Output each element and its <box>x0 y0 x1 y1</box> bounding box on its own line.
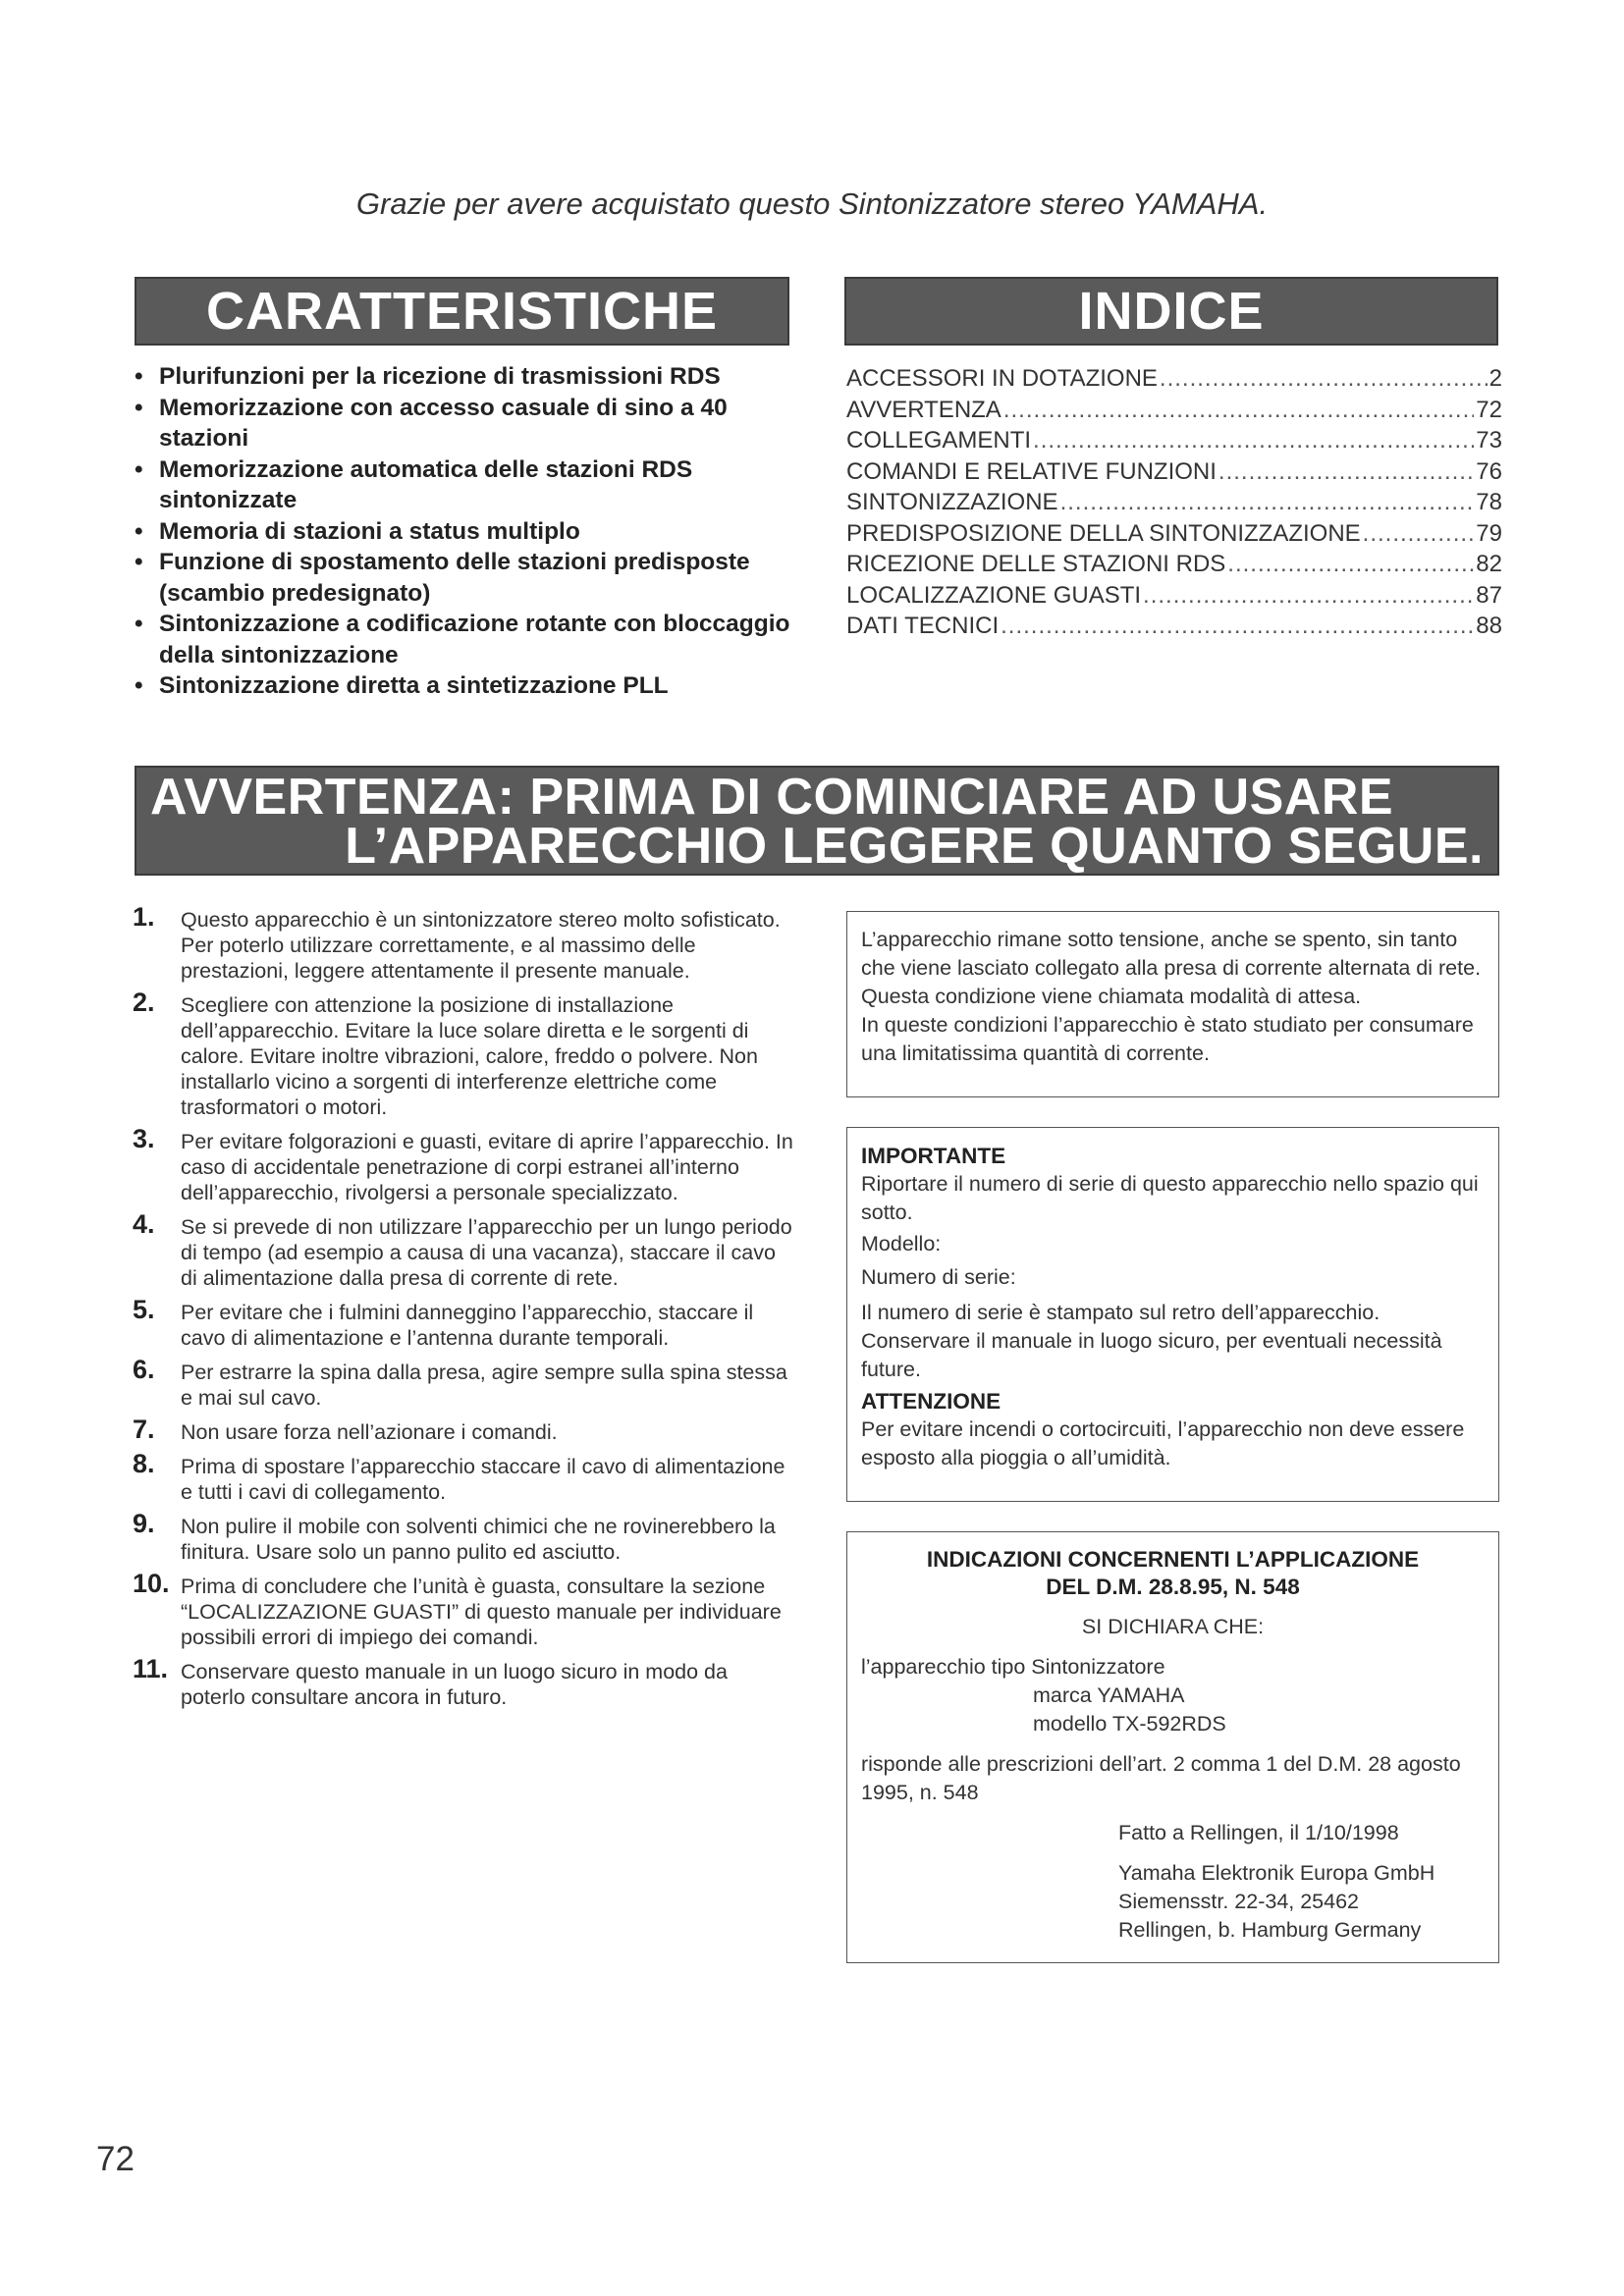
toc-label: DATI TECNICI <box>846 613 1000 639</box>
page-number: 72 <box>96 2140 135 2178</box>
rule-text: Per estrarre la spina dalla presa, agire sempre sulla spina stessa e mai sul cavo. <box>181 1361 787 1410</box>
warning-heading <box>135 766 1499 876</box>
rule-text: Se si prevede di non utilizzare l’apparecchio per un lungo periodo di tempo (ad esempio a causa di una vacanza), staccare il cavo di alimentazione dalla presa di corrente di rete. <box>181 1215 792 1290</box>
feature-item: • Sintonizzazione diretta a sintetizzazione PLL <box>133 670 800 702</box>
rule-item <box>133 1509 795 1565</box>
rule-item <box>133 902 795 984</box>
toc-label: AVVERTENZA <box>846 396 1001 423</box>
toc-label: ACCESSORI IN DOTAZIONE <box>846 365 1158 392</box>
toc-entry[interactable] <box>846 487 1502 518</box>
rule-text: Prima di spostare l’apparecchio staccare il cavo di alimentazione e tutti i cavi di collegamento. <box>181 1455 785 1504</box>
toc-page: 78 <box>1476 489 1502 515</box>
rule-text: Conservare questo manuale in un luogo sicuro in modo da poterlo consultare ancora in futuro. <box>181 1660 728 1709</box>
declaration-brand: marca YAMAHA <box>1033 1683 1185 1707</box>
rule-number: 2. <box>133 988 155 1017</box>
declaration-title: INDICAZIONI CONCERNENTI L’APPLICAZIONE <box>926 1547 1420 1572</box>
rule-text: Prima di concludere che l’unità è guasta, consultare la sezione “LOCALIZZAZIONE GUASTI” di questo manuale per individuare possibili errori di impiego dei comandi. <box>181 1575 782 1649</box>
important-text: Riportare il numero di serie di questo apparecchio nello spazio qui sotto. <box>861 1172 1479 1224</box>
rule-item <box>133 1415 795 1445</box>
declaration-box <box>846 1531 1499 1963</box>
rule-text: Scegliere con attenzione la posizione di installazione dell’apparecchio. Evitare la luce solare diretta e le sorgenti di calore. Evitare inoltre vibrazioni, calore, freddo o polvere. Non installarlo vicino a sorgenti di interferenze elettriche come trasformatori o motori. <box>181 993 758 1119</box>
serial-label: Numero di serie: <box>861 1265 1016 1289</box>
rule-text: Non usare forza nell’azionare i comandi. <box>181 1420 558 1444</box>
features-heading: CARATTERISTICHE <box>135 277 789 346</box>
rule-item <box>133 1295 795 1351</box>
rule-number: 6. <box>133 1355 155 1384</box>
declaration-model: modello TX-592RDS <box>1033 1712 1226 1735</box>
rule-text: Per evitare folgorazioni e guasti, evitare di aprire l’apparecchio. In caso di accidentale penetrazione di corpi estranei all’interno dell’apparecchio, rivolgersi a personale specializzato. <box>181 1130 793 1204</box>
declaration-place-date: Fatto a Rellingen, il 1/10/1998 <box>1118 1821 1399 1844</box>
declaration-compliance: risponde alle prescrizioni dell’art. 2 comma 1 del D.M. 28 agosto 1995, n. 548 <box>861 1752 1461 1804</box>
caution-text: Per evitare incendi o cortocircuiti, l’apparecchio non deve essere esposto alla pioggia o all’umidità. <box>861 1417 1465 1469</box>
toc-label: LOCALIZZAZIONE GUASTI <box>846 581 1142 609</box>
standby-note-box <box>846 911 1499 1097</box>
toc-label: PREDISPOSIZIONE DELLA SINTONIZZAZIONE <box>846 519 1361 547</box>
toc-page: 87 <box>1476 581 1502 609</box>
toc-label: SINTONIZZAZIONE <box>846 489 1058 515</box>
model-label: Modello: <box>861 1232 942 1255</box>
feature-item: • Sintonizzazione a codificazione rotante con bloccaggio della sintonizzazione <box>133 609 800 670</box>
declaration-company: Yamaha Elektronik Europa GmbH <box>1118 1861 1435 1885</box>
warning-heading-line2: L’APPARECCHIO LEGGERE QUANTO SEGUE. <box>345 818 1484 875</box>
feature-item: • Memorizzazione con accesso casuale di sino a 40 stazioni <box>133 393 800 454</box>
rule-item <box>133 1654 795 1710</box>
feature-item: • Memorizzazione automatica delle stazioni RDS sintonizzate <box>133 454 800 516</box>
rule-number: 1. <box>133 902 155 932</box>
rule-number: 5. <box>133 1295 155 1324</box>
toc-page: 82 <box>1476 551 1502 577</box>
rule-number: 8. <box>133 1449 155 1478</box>
serial-note: Il numero di serie è stampato sul retro dell’apparecchio. Conservare il manuale in luogo sicuro, per eventuali necessità future. <box>861 1301 1442 1381</box>
important-heading: IMPORTANTE <box>861 1144 1006 1168</box>
toc-label: COMANDI E RELATIVE FUNZIONI <box>846 457 1217 485</box>
toc-entry[interactable] <box>846 580 1502 612</box>
toc-label: COLLEGAMENTI <box>846 427 1032 454</box>
index-heading: INDICE <box>844 277 1498 346</box>
rule-item <box>133 988 795 1120</box>
feature-item: • Funzione di spostamento delle stazioni predisposte (scambio predesignato) <box>133 547 800 609</box>
toc-entry[interactable] <box>846 611 1502 642</box>
toc-page: 73 <box>1476 427 1502 454</box>
warning-rules-list <box>133 902 795 1719</box>
toc-entry[interactable] <box>846 425 1502 456</box>
caution-heading: ATTENZIONE <box>861 1389 1001 1414</box>
toc-label: RICEZIONE DELLE STAZIONI RDS <box>846 551 1226 577</box>
intro-text: Grazie per avere acquistato questo Sintonizzatore stereo YAMAHA. <box>355 187 1269 221</box>
toc-page: 88 <box>1476 613 1502 639</box>
declaration-device: l’apparecchio tipo Sintonizzatore <box>861 1655 1165 1679</box>
rule-number: 3. <box>133 1124 155 1153</box>
rule-number: 4. <box>133 1209 155 1239</box>
important-box <box>846 1127 1499 1502</box>
rule-number: 11. <box>133 1654 169 1683</box>
toc-page: 79 <box>1476 519 1502 547</box>
rule-number: 9. <box>133 1509 155 1538</box>
toc-entry[interactable] <box>846 518 1502 550</box>
feature-item: • Memoria di stazioni a status multiplo <box>133 516 800 548</box>
rule-item <box>133 1209 795 1291</box>
toc-entry[interactable] <box>846 549 1502 580</box>
warning-heading-line1: AVVERTENZA: PRIMA DI COMINCIARE AD USARE <box>150 769 1394 826</box>
declaration-company: Siemensstr. 22-34, 25462 <box>1118 1890 1360 1913</box>
toc-page: 76 <box>1476 457 1502 485</box>
rule-text: Per evitare che i fulmini danneggino l’apparecchio, staccare il cavo di alimentazione e l’antenna durante temporali. <box>181 1301 754 1350</box>
rule-item <box>133 1449 795 1505</box>
toc-entry[interactable] <box>846 363 1502 395</box>
rule-item <box>133 1569 795 1650</box>
rule-text: Questo apparecchio è un sintonizzatore stereo molto sofisticato. Per poterlo utilizzare correttamente, e al massimo delle prestazioni, leggere attentamente il presente manuale. <box>181 908 781 983</box>
toc-page: 2 <box>1489 365 1502 392</box>
rule-item <box>133 1124 795 1205</box>
standby-note-text: In queste condizioni l’apparecchio è stato studiato per consumare una limitatissima quantità di corrente. <box>861 1013 1474 1065</box>
feature-item: • Plurifunzioni per la ricezione di trasmissioni RDS <box>133 361 800 393</box>
rule-item <box>133 1355 795 1411</box>
features-list <box>133 361 800 702</box>
rule-number: 10. <box>133 1569 170 1598</box>
rule-text: Non pulire il mobile con solventi chimici che ne rovinerebbero la finitura. Usare solo un panno pulito ed asciutto. <box>181 1515 776 1564</box>
toc-entry[interactable] <box>846 395 1502 426</box>
declaration-declares: SI DICHIARA CHE: <box>1081 1615 1265 1638</box>
declaration-title: DEL D.M. 28.8.95, N. 548 <box>1046 1575 1300 1599</box>
toc-page: 72 <box>1476 396 1502 423</box>
declaration-company: Rellingen, b. Hamburg Germany <box>1118 1918 1422 1942</box>
standby-note-text: L’apparecchio rimane sotto tensione, anche se spento, sin tanto che viene lasciato collegato alla presa di corrente alternata di rete. Questa condizione viene chiamata modalità di attesa. <box>861 928 1482 1008</box>
rule-number: 7. <box>133 1415 155 1444</box>
toc-entry[interactable] <box>846 456 1502 488</box>
table-of-contents <box>846 363 1502 642</box>
